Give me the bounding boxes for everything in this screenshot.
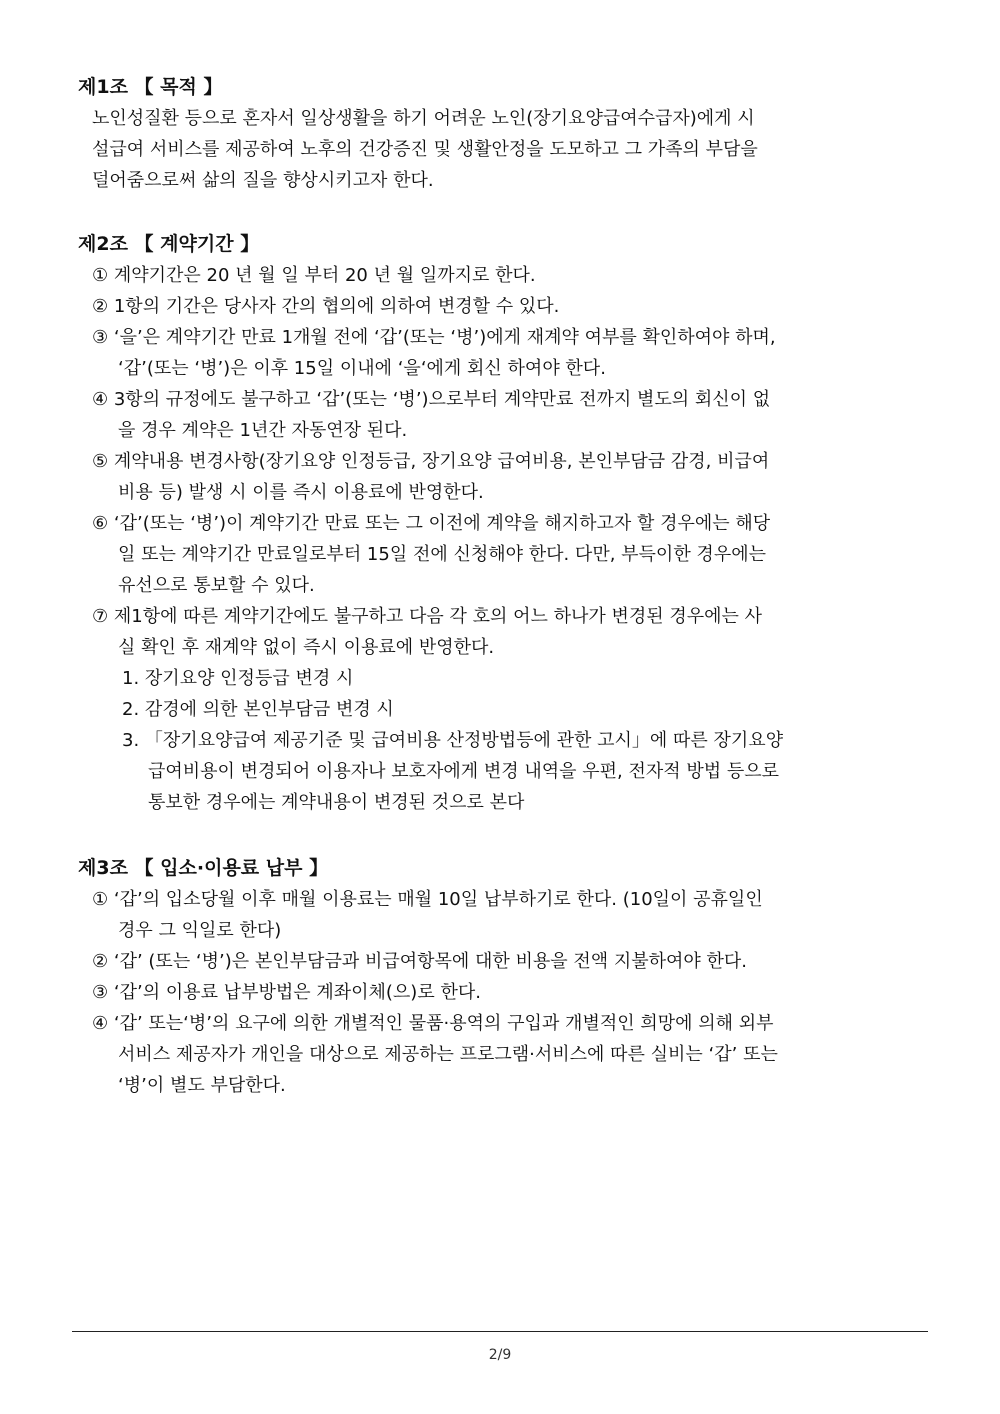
sub-item-1: 1. 장기요양 인정등급 변경 시 <box>122 668 354 689</box>
clause-3: ③ ‘갑’의 이용료 납부방법은 계좌이체(으)로 한다. <box>92 982 481 1003</box>
clause-4-continued: ‘병’이 별도 부담한다. <box>118 1075 286 1096</box>
text-line: 노인성질환 등으로 혼자서 일상생활을 하기 어려운 노인(장기요양급여수급자)에게 시 <box>92 108 755 129</box>
clause-4-continued: 서비스 제공자가 개인을 대상으로 제공하는 프로그램·서비스에 따른 실비는 ‘갑’ 또는 <box>118 1044 778 1065</box>
article-1-body <box>92 103 938 196</box>
clause-4: ④ ‘갑’ 또는‘병’의 요구에 의한 개별적인 물품·용역의 구입과 개별적인 희망에 의해 외부 <box>92 1013 774 1034</box>
text-line: 설급여 서비스를 제공하여 노후의 건강증진 및 생활안정을 도모하고 그 가족의 부담을 <box>92 139 758 160</box>
page-number: 2/9 <box>488 1347 512 1363</box>
clause-6-continued: 유선으로 통보할 수 있다. <box>118 575 315 596</box>
sub-item-3: 3. 「장기요양급여 제공기준 및 급여비용 산정방법등에 관한 고시」에 따른 장기요양 <box>122 730 784 751</box>
article-2-heading: 제2조 【 계약기간 】 <box>78 233 260 255</box>
clause-2: ② 1항의 기간은 당사자 간의 협의에 의하여 변경할 수 있다. <box>92 296 560 317</box>
sub-item-3-continued: 통보한 경우에는 계약내용이 변경된 것으로 본다 <box>148 792 525 813</box>
clause-1-continued: 경우 그 익일로 한다) <box>118 920 282 941</box>
clause-5: ⑤ 계약내용 변경사항(장기요양 인정등급, 장기요양 급여비용, 본인부담금 감경, 비급여 <box>92 451 770 472</box>
sub-item-3-continued: 급여비용이 변경되어 이용자나 보호자에게 변경 내역을 우편, 전자적 방법 등으로 <box>148 761 780 782</box>
clause-6: ⑥ ‘갑’(또는 ‘병’)이 계약기간 만료 또는 그 이전에 계약을 해지하고자 할 경우에는 해당 <box>92 513 771 534</box>
clause-3-continued: ‘갑’(또는 ‘병’)은 이후 15일 이내에 ‘을‘에게 회신 하여야 한다. <box>118 358 606 379</box>
clause-7-continued: 실 확인 후 재계약 없이 즉시 이용료에 반영한다. <box>118 637 495 658</box>
article-2-body <box>92 260 938 818</box>
clause-4-continued: 을 경우 계약은 1년간 자동연장 된다. <box>118 420 408 441</box>
clause-4: ④ 3항의 규정에도 불구하고 ‘갑’(또는 ‘병’)으로부터 계약만료 전까지 별도의 회신이 없 <box>92 389 771 410</box>
article-2 <box>78 230 938 818</box>
article-1-heading: 제1조 【 목적 】 <box>78 76 223 98</box>
article-3-body <box>92 884 938 1101</box>
clause-5-continued: 비용 등) 발생 시 이를 즉시 이용료에 반영한다. <box>118 482 484 503</box>
clause-1: ① ‘갑’의 입소당월 이후 매월 이용료는 매월 10일 납부하기로 한다. (10일이 공휴일인 <box>92 889 763 910</box>
sub-item-2: 2. 감경에 의한 본인부담금 변경 시 <box>122 699 394 720</box>
clause-2: ② ‘갑’ (또는 ‘병’)은 본인부담금과 비급여항목에 대한 비용을 전액 지불하여야 한다. <box>92 951 748 972</box>
clause-6-continued: 일 또는 계약기간 만료일로부터 15일 전에 신청해야 한다. 다만, 부득이한 경우에는 <box>118 544 766 565</box>
clause-7: ⑦ 제1항에 따른 계약기간에도 불구하고 다음 각 호의 어느 하나가 변경된 경우에는 사 <box>92 606 763 627</box>
clause-3: ③ ‘을’은 계약기간 만료 1개월 전에 ‘갑’(또는 ‘병’)에게 재계약 여부를 확인하여야 하며, <box>92 327 776 348</box>
footer-divider <box>72 1331 928 1332</box>
article-1 <box>78 73 938 196</box>
text-line: 덜어줌으로써 삶의 질을 향상시키고자 한다. <box>92 170 434 191</box>
article-3 <box>78 854 938 1101</box>
article-3-heading: 제3조 【 입소·이용료 납부 】 <box>78 857 329 879</box>
clause-1: ① 계약기간은 20 년 월 일 부터 20 년 월 일까지로 한다. <box>92 265 536 286</box>
